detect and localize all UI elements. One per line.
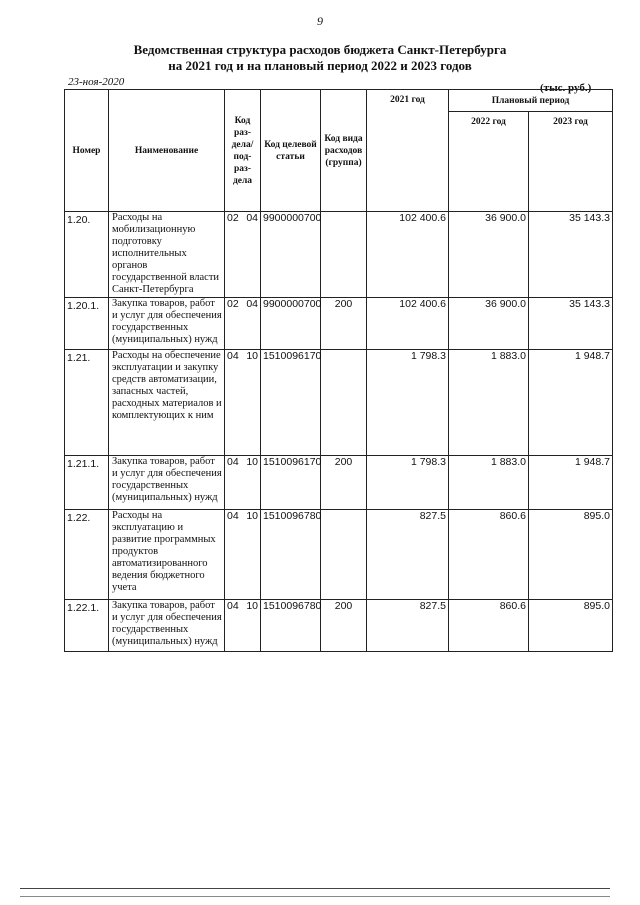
title-line-2: на 2021 год и на плановый период 2022 и 2023 годов	[168, 58, 472, 73]
document-date: 23-ноя-2020	[68, 76, 125, 88]
section-code: 02	[227, 212, 239, 224]
row-name: Закупка товаров, работ и услуг для обеспечения государственных (муниципальных) нужд	[109, 600, 225, 652]
subsection-code: 10	[246, 456, 258, 468]
header-name: Наименование	[109, 90, 225, 212]
row-name: Расходы на мобилизационную подготовку исполнительных органов государственной власти Санкт-Петербурга	[109, 212, 225, 298]
row-2022: 36 900.0	[449, 212, 529, 298]
row-2023: 1 948.7	[529, 456, 613, 510]
row-2022: 36 900.0	[449, 298, 529, 350]
subsection-code: 04	[246, 212, 258, 224]
title-line-1: Ведомственная структура расходов бюджета Санкт-Петербурга	[133, 42, 507, 57]
header-2023: 2023 год	[529, 112, 613, 212]
row-expense	[321, 350, 367, 456]
table-row	[65, 350, 613, 456]
section-code: 04	[227, 456, 239, 468]
header-2022: 2022 год	[449, 112, 529, 212]
row-number: 1.21.1.	[65, 456, 109, 510]
header-planned: Плановый период	[449, 90, 613, 112]
row-2023: 895.0	[529, 510, 613, 600]
row-2021: 102 400.6	[367, 212, 449, 298]
subsection-code: 10	[246, 600, 258, 612]
row-target: 1510096170	[261, 456, 321, 510]
row-2022: 1 883.0	[449, 456, 529, 510]
header-expense: Код вида расходов (группа)	[321, 90, 367, 212]
row-2023: 35 143.3	[529, 298, 613, 350]
header-section: Код раз-дела/ под-раз-дела	[225, 90, 261, 212]
row-number: 1.21.	[65, 350, 109, 456]
row-2022: 860.6	[449, 600, 529, 652]
section-code: 02	[227, 298, 239, 310]
row-target: 1510096170	[261, 350, 321, 456]
row-2021: 827.5	[367, 600, 449, 652]
row-target: 1510096780	[261, 600, 321, 652]
table-row	[65, 298, 613, 350]
row-target: 9900000700	[261, 212, 321, 298]
row-2021: 1 798.3	[367, 350, 449, 456]
row-2023: 895.0	[529, 600, 613, 652]
row-2021: 1 798.3	[367, 456, 449, 510]
row-2021: 827.5	[367, 510, 449, 600]
section-code: 04	[227, 350, 239, 362]
row-number: 1.20.	[65, 212, 109, 298]
row-name: Закупка товаров, работ и услуг для обеспечения государственных (муниципальных) нужд	[109, 298, 225, 350]
page-number: 9	[317, 14, 323, 28]
header-number: Номер	[65, 90, 109, 212]
row-section	[225, 510, 261, 600]
budget-table	[64, 89, 613, 652]
row-target: 1510096780	[261, 510, 321, 600]
row-name: Расходы на эксплуатацию и развитие программных продуктов автоматизированного ведения бюджетного учета	[109, 510, 225, 600]
row-expense: 200	[321, 298, 367, 350]
row-number: 1.22.1.	[65, 600, 109, 652]
row-section	[225, 600, 261, 652]
row-number: 1.20.1.	[65, 298, 109, 350]
row-expense	[321, 212, 367, 298]
table-row	[65, 212, 613, 298]
units-label: (тыс. руб.)	[540, 82, 592, 94]
section-code: 04	[227, 600, 239, 612]
table-row	[65, 510, 613, 600]
row-2022: 1 883.0	[449, 350, 529, 456]
row-section	[225, 298, 261, 350]
row-expense	[321, 510, 367, 600]
row-expense: 200	[321, 456, 367, 510]
subsection-code: 10	[246, 350, 258, 362]
row-name: Расходы на обеспечение эксплуатации и закупку средств автоматизации, запасных частей, расходных материалов и комплектующих к ним	[109, 350, 225, 456]
row-number: 1.22.	[65, 510, 109, 600]
row-section	[225, 350, 261, 456]
header-target: Код целевой статьи	[261, 90, 321, 212]
header-2021: 2021 год	[367, 90, 449, 212]
row-2022: 860.6	[449, 510, 529, 600]
section-code: 04	[227, 510, 239, 522]
document-title	[0, 42, 640, 74]
row-2023: 35 143.3	[529, 212, 613, 298]
subsection-code: 04	[246, 298, 258, 310]
row-2023: 1 948.7	[529, 350, 613, 456]
row-target: 9900000700	[261, 298, 321, 350]
subsection-code: 10	[246, 510, 258, 522]
footer-divider	[20, 888, 610, 889]
row-name: Закупка товаров, работ и услуг для обеспечения государственных (муниципальных) нужд	[109, 456, 225, 510]
row-section	[225, 456, 261, 510]
table-row	[65, 600, 613, 652]
table-row	[65, 456, 613, 510]
row-expense: 200	[321, 600, 367, 652]
row-2021: 102 400.6	[367, 298, 449, 350]
footer-divider	[20, 896, 610, 897]
row-section	[225, 212, 261, 298]
